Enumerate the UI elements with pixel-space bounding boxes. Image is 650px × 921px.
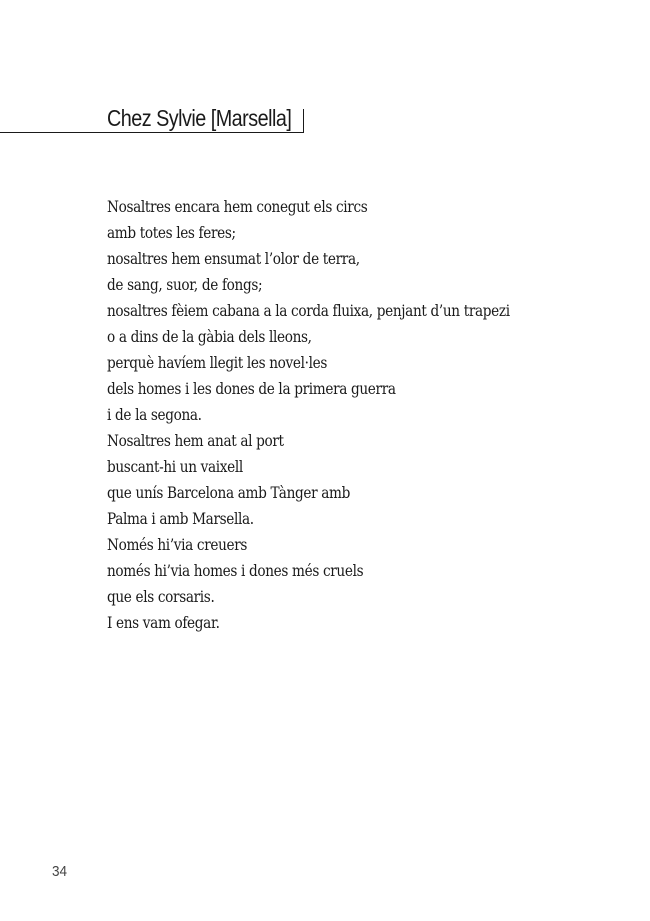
poem-line: buscant-hi un vaixell: [107, 458, 243, 476]
poem-line: que els corsaris.: [107, 588, 215, 606]
title-bracket-rule: [303, 109, 304, 133]
poem-line: Només hi’via creuers: [107, 536, 248, 554]
poem-line: que unís Barcelona amb Tànger amb: [107, 484, 351, 502]
title-underline: [0, 132, 304, 133]
poem-line: o a dins de la gàbia dels lleons,: [107, 328, 312, 346]
poem-line: només hi’via homes i dones més cruels: [107, 562, 364, 580]
poem-line: i de la segona.: [107, 406, 202, 424]
poem-line: nosaltres fèiem cabana a la corda fluixa, penjant d’un trapezi: [107, 302, 510, 320]
poem-line: dels homes i les dones de la primera guerra: [107, 380, 396, 398]
page-number: 34: [52, 863, 68, 880]
poem-line: amb totes les feres;: [107, 224, 236, 242]
poem-line: Palma i amb Marsella.: [107, 510, 254, 528]
poem-line: de sang, suor, de fongs;: [107, 276, 263, 294]
poem-line: perquè havíem llegit les novel·les: [107, 354, 327, 372]
poem-line: I ens vam ofegar.: [107, 614, 220, 632]
poem-line: Nosaltres hem anat al port: [107, 432, 284, 450]
poem-line: nosaltres hem ensumat l’olor de terra,: [107, 250, 360, 268]
poem-line: Nosaltres encara hem conegut els circs: [107, 198, 368, 216]
poem-body: [107, 194, 565, 636]
poem-title: Chez Sylvie [Marsella]: [107, 105, 292, 131]
